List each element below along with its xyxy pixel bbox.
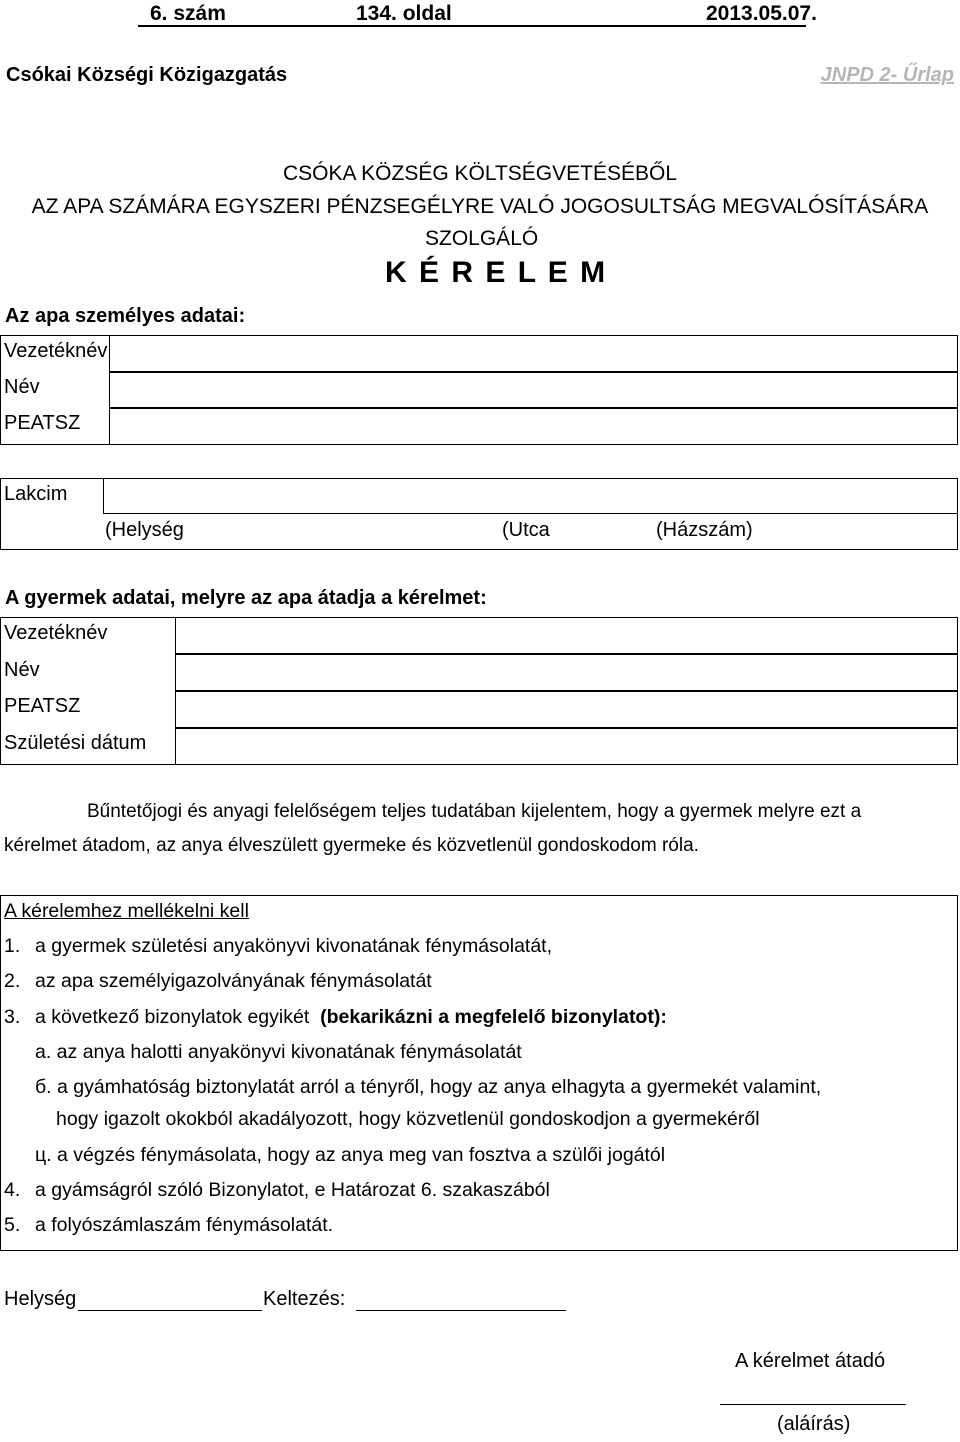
attachment-item-2-number: 2. xyxy=(4,970,21,992)
signature-label: (aláírás) xyxy=(777,1413,851,1435)
page-number: 134. oldal xyxy=(356,2,452,25)
attachment-item-2: az apa személyigazolványának fénymásolatát xyxy=(35,970,432,992)
attachment-item-3-instruction: (bekarikázni a megfelelő bizonylatot): xyxy=(320,1006,667,1028)
issue-number: 6. szám xyxy=(150,2,226,25)
attachment-item-5-number: 5. xyxy=(4,1214,21,1236)
issue-date: 2013.05.07. xyxy=(706,2,817,25)
child-birthdate-label: Születési dátum xyxy=(4,732,147,754)
attachment-item-4: a gyámságról szóló Bizonylatot, e Határozat 6. szakaszából xyxy=(35,1179,550,1201)
child-lastname-label: Vezetéknév xyxy=(4,622,108,644)
address-hint-number: (Házszám) xyxy=(656,519,753,541)
father-peatsz-field[interactable] xyxy=(109,408,958,445)
child-peatsz-field[interactable] xyxy=(175,691,958,728)
attachment-sub-c: ц. a végzés fénymásolata, hogy az anya meg van fosztva a szülői jogától xyxy=(35,1144,666,1166)
father-lastname-field[interactable] xyxy=(109,335,958,372)
header-rule xyxy=(138,25,806,27)
attachment-sub-a: a. az anya halotti anyakönyvi kivonatának fénymásolatát xyxy=(35,1041,522,1063)
place-label: Helység xyxy=(4,1288,77,1310)
father-peatsz-label: PEATSZ xyxy=(4,412,81,434)
child-lastname-field[interactable] xyxy=(175,617,958,654)
child-peatsz-label: PEATSZ xyxy=(4,695,81,717)
declaration-line-2: kérelmet átadom, az anya élveszülett gyermeke és közvetlenül gondoskodom róla. xyxy=(4,835,699,856)
address-hint-city: (Helység xyxy=(105,519,184,541)
father-lastname-label: Vezetéknév xyxy=(4,340,108,362)
child-birthdate-field[interactable] xyxy=(175,728,958,765)
address-field[interactable] xyxy=(103,478,958,514)
attachment-sub-b-line-2: hogy igazolt okokból akadályozott, hogy közvetlenül gondoskodjon a gyermekéről xyxy=(56,1108,760,1130)
organization-name: Csókai Községi Közigazgatás xyxy=(6,64,288,86)
declaration-line-1: Bűntetőjogi és anyagi felelőségem teljes tudatában kijelentem, hogy a gyermek melyre ezt a xyxy=(87,801,862,822)
title-line-2: AZ APA SZÁMÁRA EGYSZERI PÉNZSEGÉLYRE VALÓ JOGOSULTSÁG MEGVALÓSÍTÁSÁRA xyxy=(31,195,929,218)
child-section-title: A gyermek adatai, melyre az apa átadja a kérelmet: xyxy=(5,587,487,609)
place-field[interactable] xyxy=(78,1288,262,1311)
form-code: JNPD 2- Űrlap xyxy=(820,64,954,86)
attachments-title: A kérelemhez mellékelni kell xyxy=(4,900,249,922)
title-line-1: CSÓKA KÖZSÉG KÖLTSÉGVETÉSÉBŐL xyxy=(282,162,678,185)
date-field[interactable] xyxy=(356,1288,566,1311)
attachment-item-3: a következő bizonylatok egyikét (bekarikázni a megfelelő bizonylatot): xyxy=(35,1006,667,1028)
father-name-field[interactable] xyxy=(109,372,958,408)
child-name-label: Név xyxy=(4,659,40,681)
attachment-item-5: a folyószámlaszám fénymásolatát. xyxy=(35,1214,334,1236)
father-section-title: Az apa személyes adatai: xyxy=(5,305,246,327)
page-header xyxy=(0,0,960,28)
father-name-label: Név xyxy=(4,376,40,398)
attachment-sub-b-line-1: б. a gyámhatóság biztonylatát arról a tényről, hogy az anya elhagyta a gyermekét valamint, xyxy=(35,1076,822,1098)
child-name-field[interactable] xyxy=(175,654,958,691)
signature-line[interactable] xyxy=(720,1404,906,1405)
date-label: Keltezés: xyxy=(263,1288,346,1310)
page-title: K É R E L E M xyxy=(385,256,608,289)
submitter-label: A kérelmet átadó xyxy=(735,1350,886,1372)
address-label: Lakcim xyxy=(4,483,68,505)
attachment-item-4-number: 4. xyxy=(4,1179,21,1201)
attachment-item-3-number: 3. xyxy=(4,1006,21,1028)
attachment-item-1: a gyermek születési anyakönyvi kivonatának fénymásolatát, xyxy=(35,935,553,957)
attachment-item-1-number: 1. xyxy=(4,935,21,957)
address-hint-street: (Utca xyxy=(502,519,550,541)
